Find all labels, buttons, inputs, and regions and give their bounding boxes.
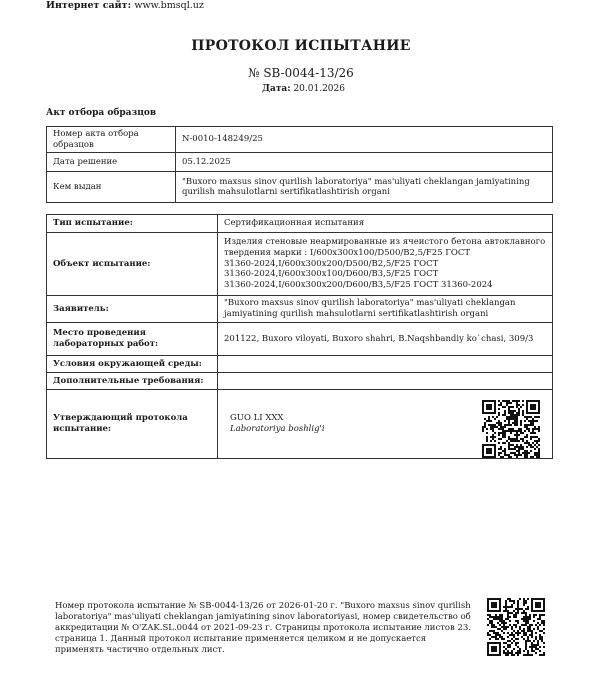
- table-row: [47, 356, 553, 373]
- object-line: твердения марки : I/600x300x100/D500/B2,5/F25 ГОСТ: [224, 248, 471, 259]
- website-url[interactable]: www.bmsql.uz: [134, 0, 204, 11]
- issued-by-value: "Buxoro maxsus sinov qurilish laboratoriya" mas'uliyati cheklangan jamiyatining qurilish mahsulotlarni sertifikatlashtirish organi: [176, 172, 553, 203]
- decision-date-label: Дата решение: [47, 153, 176, 172]
- decision-date-value: 05.12.2025: [176, 153, 553, 172]
- table-row: [47, 215, 553, 233]
- issued-by-label: Кем выдан: [47, 172, 176, 203]
- date-label: Дата:: [262, 84, 291, 94]
- table-row: [47, 390, 553, 459]
- test-type-label: Тип испытание:: [47, 215, 218, 233]
- applicant-value: "Buxoro maxsus sinov qurilish laboratoriya" mas'uliyati cheklangan jamiyatining qurilish mahsulotlarni sertifikatlashtirish organi: [218, 296, 553, 323]
- test-table: [46, 214, 553, 459]
- object-line: 31360-2024,I/600x300x200/D600/B3,5/F25 ГОСТ 31360-2024: [224, 279, 493, 290]
- approver-role: Laboratoriya boshlig'i: [230, 424, 325, 434]
- date-value: 20.01.2026: [293, 84, 345, 94]
- environment-label: Условия окружающей среды:: [47, 356, 218, 373]
- extra-requirements-label: Дополнительные требования:: [47, 373, 218, 390]
- table-row: [47, 172, 553, 203]
- table-row: [47, 153, 553, 172]
- environment-value: [218, 356, 553, 373]
- table-row: [47, 233, 553, 296]
- approver-name: GUO LI XXX: [230, 413, 284, 424]
- qr-code-icon[interactable]: [487, 598, 545, 656]
- website-line: [46, 0, 204, 11]
- place-value: 201122, Buxoro viloyati, Buxoro shahri, B.Naqshbandiy ko`chasi, 309/3: [218, 323, 553, 356]
- act-table: [46, 126, 553, 203]
- place-label: Место проведения лабораторных работ:: [47, 323, 218, 356]
- protocol-number: № SB-0044-13/26: [248, 66, 354, 80]
- extra-requirements-value: [218, 373, 553, 390]
- table-row: [47, 323, 553, 356]
- act-number-label: Номер акта отбора образцов: [47, 127, 176, 153]
- object-line: Изделия стеновые неармированные из ячеистого бетона автоклавного: [224, 237, 546, 248]
- footer-note: Номер протокола испытание № SB-0044-13/26 от 2026-01-20 г. "Buxoro maxsus sinov qurilish laboratoriya" mas'uliyati cheklangan jamiyatining sinov laboratoriyasi, номер свидетельство об аккредитации № O'ZAK.SL.0044 от 2021-09-23 г. Страницы протокола испытание листов 23. страница 1. Данный протокол испытание применяется целиком и не допускается применять частично отдельных лист.: [55, 601, 472, 656]
- table-row: [47, 296, 553, 323]
- act-number-value: N-0010-148249/25: [176, 127, 553, 153]
- test-object-label: Объект испытание:: [47, 233, 218, 296]
- page-title: ПРОТОКОЛ ИСПЫТАНИЕ: [191, 38, 411, 54]
- approver-label: Утверждающий протокола испытание:: [47, 390, 218, 459]
- table-row: [47, 127, 553, 153]
- protocol-date: [262, 84, 345, 94]
- object-line: 31360-2024,I/600x300x200/D500/B2,5/F25 ГОСТ: [224, 258, 439, 269]
- test-type-value: Сертификационная испытания: [218, 215, 553, 233]
- table-row: [47, 373, 553, 390]
- qr-code-icon[interactable]: [482, 400, 540, 458]
- act-section-title: Акт отбора образцов: [46, 108, 157, 118]
- object-line: 31360-2024,I/600x300x100/D600/B3,5/F25 ГОСТ: [224, 269, 439, 280]
- test-object-value: [218, 233, 553, 296]
- website-label: Интернет сайт:: [46, 0, 132, 11]
- applicant-label: Заявитель:: [47, 296, 218, 323]
